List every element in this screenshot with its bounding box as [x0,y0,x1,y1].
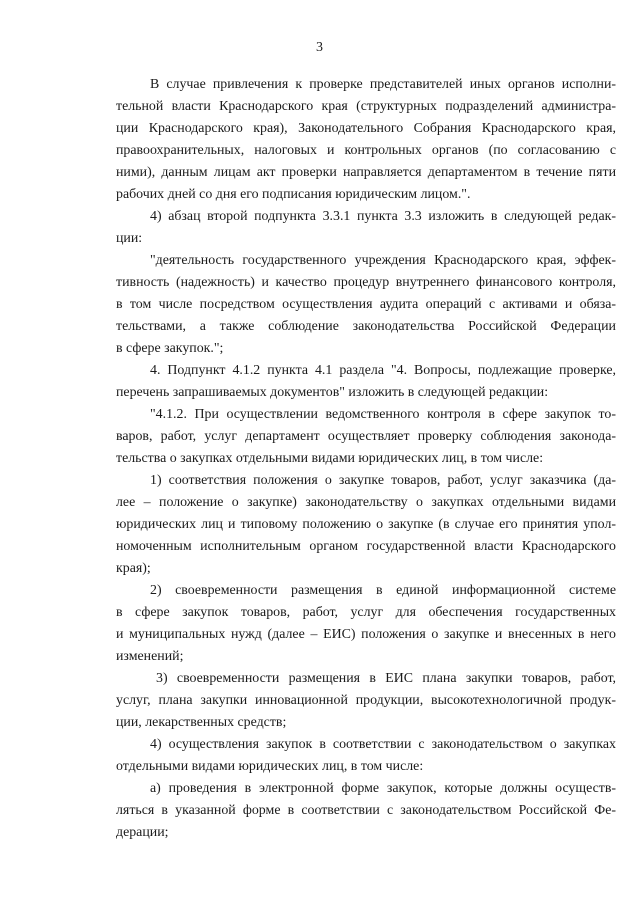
text-line: а) проведения в электронной форме закупок, которые должны осуществ- [150,781,616,796]
text-line: ции, лекарственных средств; [116,715,287,730]
text-line: В случае привлечения к проверке представителей иных органов исполни- [150,77,616,92]
text-line: номоченным исполнительным органом государственной власти Краснодарского [116,539,616,554]
text-line: тельной власти Краснодарского края (структурных подразделений администра- [116,99,616,114]
text-line: 4. Подпункт 4.1.2 пункта 4.1 раздела "4. Вопросы, подлежащие проверке, [150,363,616,378]
text-line: рабочих дней со дня его подписания юридическим лицом.". [116,187,471,202]
text-line: 2) своевременности размещения в единой информационной системе [150,583,616,598]
text-line: лее – положение о закупке) законодательству о закупках отдельными видами [116,495,616,510]
text-line: "деятельность государственного учреждения Краснодарского края, эффек- [150,253,616,268]
text-line: тельства о закупках отдельными видами юридических лиц, в том числе: [116,451,544,466]
text-line: края); [116,561,151,576]
text-line: изменений; [116,649,184,664]
text-line: юридических лиц и типовому положению о закупке (в случае его принятия упол- [116,517,616,532]
text-line: 3) своевременности размещения в ЕИС плана закупки товаров, работ, [156,671,616,686]
text-line: "4.1.2. При осуществлении ведомственного контроля в сфере закупок то- [150,407,616,422]
text-line: правоохранительных, налоговых и контрольных органов (по согласованию с [116,143,616,158]
text-line: ними), данным лицам акт проверки направляется департаментом в течение пяти [116,165,616,180]
text-line: 4) абзац второй подпункта 3.3.1 пункта 3.3 изложить в следующей редак- [150,209,616,224]
text-line: тельствами, а также соблюдение законодательства Российской Федерации [116,319,616,334]
text-line: варов, работ, услуг департамент осуществляет проверку соблюдения законода- [116,429,616,444]
text-line: в том числе посредством осуществления аудита операций с активами и обяза- [116,297,616,312]
text-line: перечень запрашиваемых документов" изложить в следующей редакции: [116,385,549,400]
page-number: 3 [316,40,323,55]
text-line: услуг, плана закупки инновационной продукции, высокотехнологичной продук- [116,693,616,708]
text-line: ции: [116,231,143,246]
text-line: в сфере закупок."; [116,341,224,356]
text-line: 4) осуществления закупок в соответствии с законодательством о закупках [150,737,616,752]
text-line: в сфере закупок товаров, работ, услуг для обеспечения государственных [116,605,616,620]
text-line: дерации; [116,825,169,840]
text-line: ляться в указанной форме в соответствии с законодательством Российской Фе- [116,803,616,818]
text-line: ции Краснодарского края), Законодательного Собрания Краснодарского края, [116,121,616,136]
text-line: тивность (надежность) и качество процедур внутреннего финансового контроля, [116,275,616,290]
text-line: 1) соответствия положения о закупке товаров, работ, услуг заказчика (да- [150,473,616,488]
text-line: и муниципальных нужд (далее – ЕИС) положения о закупке и внесенных в него [116,627,616,642]
text-line: отдельными видами юридических лиц, в том числе: [116,759,424,774]
